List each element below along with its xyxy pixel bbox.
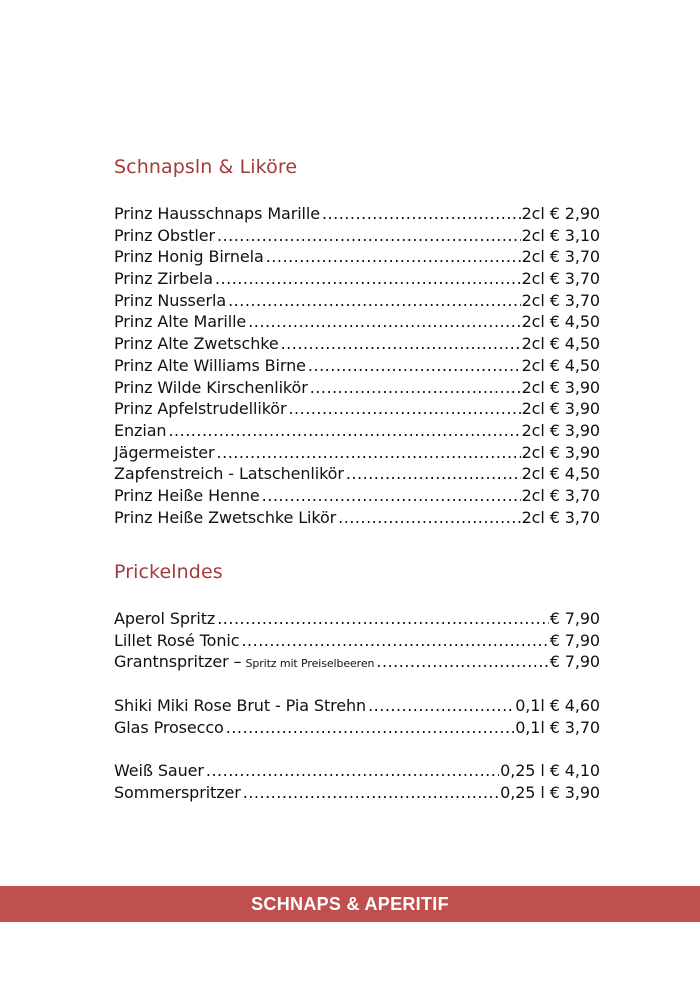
item-name: Prinz Honig Birnela [114, 247, 264, 267]
dot-leader [266, 247, 521, 266]
menu-item [114, 631, 600, 653]
item-name: Sommerspritzer [114, 783, 241, 803]
dot-leader [168, 421, 520, 440]
item-note: Spritz mit Preiselbeeren [245, 657, 375, 671]
menu-item [114, 226, 600, 248]
dot-leader [206, 761, 499, 780]
item-price: 2cl € 4,50 [521, 464, 600, 484]
dot-leader [310, 378, 521, 397]
item-name: Prinz Alte Marille [114, 312, 247, 332]
menu-item [114, 356, 600, 378]
menu-item [114, 783, 600, 805]
item-name: Prinz Alte Williams Birne [114, 355, 306, 375]
menu-item [114, 378, 600, 400]
menu-item [114, 761, 600, 783]
prickelndes-list [114, 609, 600, 805]
dot-leader [241, 631, 548, 650]
dot-leader [368, 696, 514, 715]
dot-leader [226, 718, 515, 737]
item-name: Enzian [114, 420, 167, 440]
menu-item [114, 247, 600, 269]
item-price: 0,1l € 3,70 [515, 717, 600, 737]
dot-leader [215, 269, 521, 288]
item-name: Jägermeister [114, 442, 215, 462]
menu-item [114, 486, 600, 508]
item-price: 2cl € 4,50 [521, 355, 600, 375]
item-price: 2cl € 3,90 [521, 399, 600, 419]
dot-leader [346, 464, 521, 483]
item-price: 2cl € 3,90 [521, 377, 600, 397]
item-name: Prinz Heiße Zwetschke Likör [114, 507, 337, 527]
menu-item [114, 399, 600, 421]
menu-item [114, 204, 600, 226]
item-price: 2cl € 3,10 [521, 225, 600, 245]
item-price: € 7,90 [549, 652, 600, 672]
item-price: 2cl € 4,50 [521, 312, 600, 332]
item-price: 2cl € 3,90 [521, 420, 600, 440]
item-price: 2cl € 3,70 [521, 485, 600, 505]
item-name: Prinz Alte Zwetschke [114, 334, 279, 354]
item-name: Prinz Zirbela [114, 269, 213, 289]
item-price: 0,25 l € 4,10 [500, 761, 600, 781]
item-name: Grantnspritzer – [114, 652, 242, 672]
item-price: 2cl € 3,70 [521, 247, 600, 267]
dot-leader [322, 204, 521, 223]
dot-leader [228, 291, 521, 310]
dot-leader [308, 356, 521, 375]
item-price: 2cl € 3,90 [521, 442, 600, 462]
section-title-prickelndes: Prickelndes [114, 561, 223, 583]
section-title-schnaps: Schnapsln & Liköre [114, 156, 298, 178]
menu-item [114, 508, 600, 530]
footer-label: SCHNAPS & APERITIF [251, 893, 449, 914]
dot-leader [262, 486, 521, 505]
spacer [114, 674, 600, 696]
dot-leader [288, 399, 520, 418]
item-price: 2cl € 3,70 [521, 290, 600, 310]
item-name: Prinz Hausschnaps Marille [114, 204, 320, 223]
item-name: Zapfenstreich - Latschenlikör [114, 464, 344, 484]
menu-item [114, 464, 600, 486]
item-name: Weiß Sauer [114, 761, 204, 781]
menu-item [114, 312, 600, 334]
item-name: Shiki Miki Rose Brut - Pia Strehn [114, 696, 367, 716]
schnaps-list [114, 204, 600, 529]
dot-leader [243, 783, 499, 802]
menu-item [114, 269, 600, 291]
item-name: Prinz Apfelstrudellikör [114, 399, 287, 419]
dot-leader [217, 226, 521, 245]
dot-leader [281, 334, 521, 353]
item-name: Prinz Nusserla [114, 290, 227, 310]
item-price: 0,1l € 4,60 [515, 696, 600, 716]
item-price: 2cl € 3,70 [521, 507, 600, 527]
menu-item [114, 443, 600, 465]
item-price: 2cl € 2,90 [521, 204, 600, 223]
menu-item [114, 421, 600, 443]
item-name: Aperol Spritz [114, 609, 216, 628]
footer-band [0, 886, 700, 922]
item-price: 2cl € 3,70 [521, 269, 600, 289]
menu-item [114, 652, 600, 674]
menu-item [114, 334, 600, 356]
item-name: Prinz Wilde Kirschenlikör [114, 377, 308, 397]
dot-leader [217, 443, 521, 462]
dot-leader [217, 609, 549, 628]
menu-item [114, 696, 600, 718]
spacer [114, 739, 600, 761]
item-name: Glas Prosecco [114, 717, 224, 737]
item-price: 2cl € 4,50 [521, 334, 600, 354]
item-price: 0,25 l € 3,90 [500, 783, 600, 803]
menu-item [114, 291, 600, 313]
item-name: Lillet Rosé Tonic [114, 630, 240, 650]
item-name: Prinz Heiße Henne [114, 485, 260, 505]
dot-leader [338, 508, 520, 527]
item-price: € 7,90 [549, 609, 600, 628]
dot-leader [376, 652, 548, 671]
menu-item [114, 609, 600, 631]
dot-leader [248, 312, 520, 331]
item-name: Prinz Obstler [114, 225, 215, 245]
item-price: € 7,90 [549, 630, 600, 650]
menu-item [114, 718, 600, 740]
